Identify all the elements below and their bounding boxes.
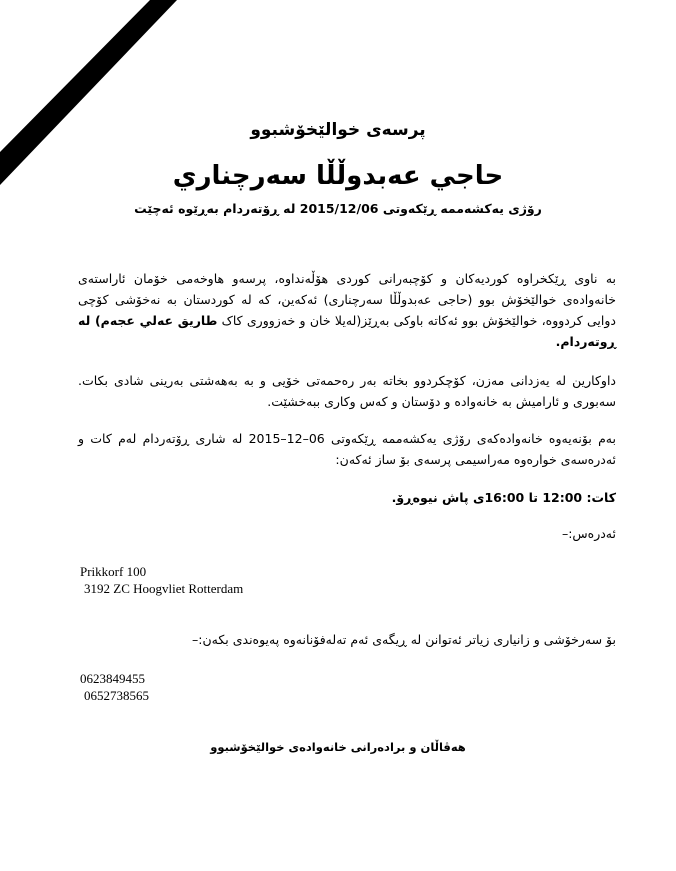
address-line-1: Prikkorf 100 [80,564,147,579]
address-line-2: 3192 ZC Hoogvliet Rotterdam [84,581,244,596]
phone-number-2: 0652738565 [84,688,149,703]
paragraph-prayer: داوکارین لە یەزدانی مەزن، کۆچکردوو بخاتە بەر رەحمەتی خۆیی و بە بەهەشتی بەرینی شادی بکات. سەبوری و ئارامیش بە خانەوادە و دۆستان و کەس وکاری ببەخشێت. [78,373,616,409]
address-label: ئەدرەس:– [561,526,616,541]
paragraph-ceremony: بەم بۆنەیەوە خانەوادەکەی رۆژی یەکشەممە ڕێکەوتی 06–12–2015 لە شاری ڕۆتەردام لەم کات و ئەدرەسەی خوارەوە مەراسیمی پرسەی بۆ ساز ئەکەن: [78,431,616,467]
paragraph-announcement [78,268,616,352]
phone-number-1: 0623849455 [80,671,145,686]
paragraph-announcement-text: بە ناوی ڕێکخراوە کوردیەکان و کۆچبەرانی کوردی هۆڵەنداوە، پرسەو هاوخەمی خۆمان ئاراستەی خانەوادەی خوالێخۆش بوو (حاجی عەبدوڵڵا سەرچناری) ئەکەین، کە لە کوردستان بە نەخۆشی کۆچی دوایی کردووە، خوالێخۆش بوو ئەکاتە باوکی بەڕێز(لەیلا خان و خەزووری کاک [78,271,616,328]
signoff: هەڤاڵان و برادەرانی خانەوادەی خوالێخۆشبوو [210,740,466,754]
paragraph-announcement-bold: طاریق عەلي عجەم) [94,313,218,328]
condolence-heading: پرسەی خوالێخۆشبوو [250,120,426,140]
ceremony-time: کات: 12:00 تا 16:00ی پاش نیوەڕۆ. [391,490,616,505]
deceased-name: حاجي عەبدوڵڵا سەرچناري [172,161,504,191]
date-line: رۆژی یەکشەممە ڕێکەوتی 2015/12/06 لە ڕۆتەردام بەڕێوە ئەچێت [134,201,542,216]
paragraph-announcement-tail: لە ڕوتەردام. [78,313,616,349]
contact-label: بۆ سەرخۆشی و زانیاری زیاتر ئەتوانن لە ڕیگەی ئەم تەلەفۆنانەوە پەیوەندی بکەن:– [192,632,616,647]
